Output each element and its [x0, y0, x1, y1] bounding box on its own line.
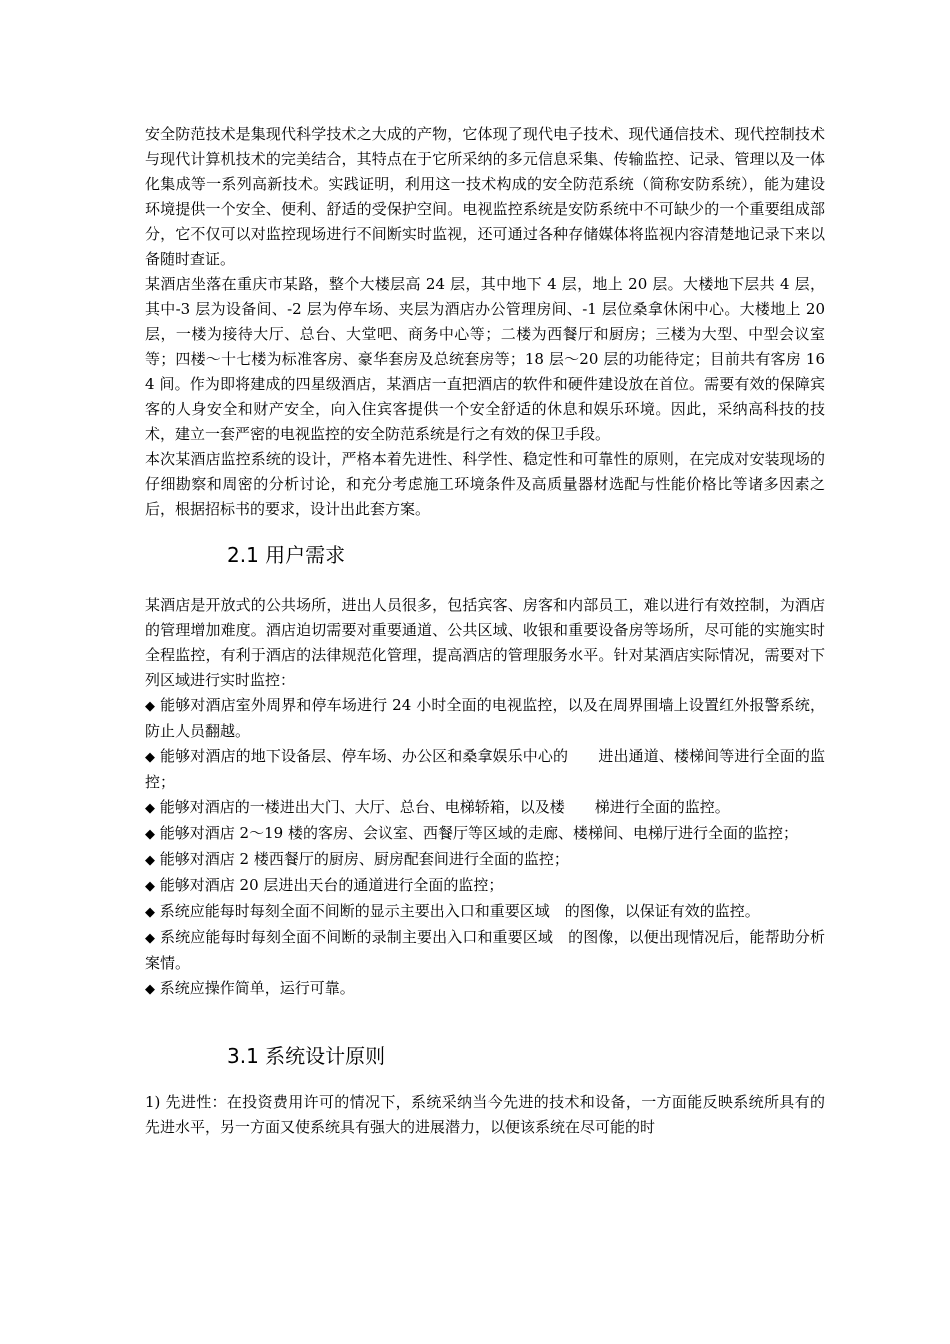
- list-item: [145, 976, 825, 1002]
- list-item-text: 系统应能每时每刻全面不间断的显示主要出入口和重要区域 的图像，以保证有效的监控。: [159, 902, 760, 920]
- list-item: [145, 744, 825, 795]
- intro-paragraph-2: 某酒店坐落在重庆市某路，整个大楼层高 24 层，其中地下 4 层，地上 20 层。大楼地下层共 4 层，其中-3 层为设备间、-2 层为停车场、夹层为酒店办公管理房间、-1 层位桑拿休闲中心。大楼地上 20 层，一楼为接待大厅、总台、大堂吧、商务中心等；二楼为西餐厅和厨房；三楼为大型、中型会议室等；四楼～十七楼为标准客房、豪华套房及总统套房等；18 层～20 层的功能待定；目前共有客房 164 间。作为即将建成的四星级酒店，某酒店一直把酒店的软件和硬件建设放在首位。需要有效的保障宾客的人身安全和财产安全，向入住宾客提供一个安全舒适的休息和娱乐环境。因此，采纳高科技的技术，建立一套严密的电视监控的安全防范系统是行之有效的保卫手段。: [145, 275, 825, 443]
- diamond-bullet-icon: ◆: [145, 931, 156, 946]
- requirements-bullet-list: [145, 693, 825, 1002]
- requirements-intro-paragraph: 某酒店是开放式的公共场所，进出人员很多，包括宾客、房客和内部员工，难以进行有效控制，为酒店的管理增加难度。酒店迫切需要对重要通道、公共区域、收银和重要设备房等场所，尽可能的实施实时全程监控，有利于酒店的法律规范化管理，提高酒店的管理服务水平。针对某酒店实际情况，需要对下列区域进行实时监控：: [145, 596, 825, 689]
- list-item-text: 能够对酒店 2 楼西餐厅的厨房、厨房配套间进行全面的监控；: [159, 850, 569, 868]
- document-page: [145, 122, 825, 1140]
- list-item-text: 能够对酒店室外周界和停车场进行 24 小时全面的电视监控，以及在周界围墙上设置红外报警系统，防止人员翻越。: [145, 696, 825, 740]
- list-item-text: 能够对酒店的地下设备层、停车场、办公区和桑拿娱乐中心的 进出通道、楼梯间等进行全面的监控；: [145, 747, 825, 791]
- diamond-bullet-icon: ◆: [145, 879, 155, 894]
- list-item-text: 能够对酒店的一楼进出大门、大厅、总台、电梯轿箱，以及楼 梯进行全面的监控。: [159, 798, 730, 816]
- design-principles-paragraph: 1) 先进性：在投资费用许可的情况下，系统采纳当今先进的技术和设备，一方面能反映系统所具有的先进水平，另一方面又使系统具有强大的进展潜力，以便该系统在尽可能的时: [145, 1093, 825, 1136]
- list-item: [145, 873, 825, 899]
- list-item: [145, 795, 825, 821]
- diamond-bullet-icon: ◆: [145, 827, 155, 842]
- intro-paragraph-3: 本次某酒店监控系统的设计，严格本着先进性、科学性、稳定性和可靠性的原则，在完成对安装现场的仔细勘察和周密的分析讨论，和充分考虑施工环境条件及高质量器材选配与性能价格比等诸多因素之后，根据招标书的要求，设计出此套方案。: [145, 450, 825, 518]
- list-item-text: 能够对酒店 20 层进出天台的通道进行全面的监控；: [159, 876, 504, 894]
- diamond-bullet-icon: ◆: [145, 801, 155, 816]
- list-item: [145, 925, 825, 976]
- list-item-text: 能够对酒店 2～19 楼的客房、会议室、西餐厅等区域的走廊、楼梯间、电梯厅进行全面的监控；: [159, 824, 798, 842]
- list-item: [145, 693, 825, 744]
- diamond-bullet-icon: ◆: [145, 982, 155, 997]
- list-item: [145, 899, 825, 925]
- section-heading-design-principles: 3.1 系统设计原则: [227, 1044, 386, 1068]
- diamond-bullet-icon: ◆: [145, 750, 156, 765]
- list-item: [145, 821, 825, 847]
- diamond-bullet-icon: ◆: [145, 905, 155, 920]
- list-item-text: 系统应能每时每刻全面不间断的录制主要出入口和重要区域 的图像，以便出现情况后，能帮助分析案情。: [145, 928, 825, 972]
- diamond-bullet-icon: ◆: [145, 699, 156, 714]
- list-item-text: 系统应操作简单，运行可靠。: [159, 979, 355, 997]
- diamond-bullet-icon: ◆: [145, 853, 155, 868]
- intro-paragraph-1: 安全防范技术是集现代科学技术之大成的产物，它体现了现代电子技术、现代通信技术、现代控制技术与现代计算机技术的完美结合，其特点在于它所采纳的多元信息采集、传输监控、记录、管理以及一体化集成等一系列高新技术。实践证明，利用这一技术构成的安全防范系统（简称安防系统），能为建设环境提供一个安全、便利、舒适的受保护空间。电视监控系统是安防系统中不可缺少的一个重要组成部分，它不仅可以对监控现场进行不间断实时监视，还可通过各种存储媒体将监视内容清楚地记录下来以备随时查证。: [145, 125, 825, 268]
- list-item: [145, 847, 825, 873]
- section-heading-user-requirements: 2.1 用户需求: [227, 543, 346, 567]
